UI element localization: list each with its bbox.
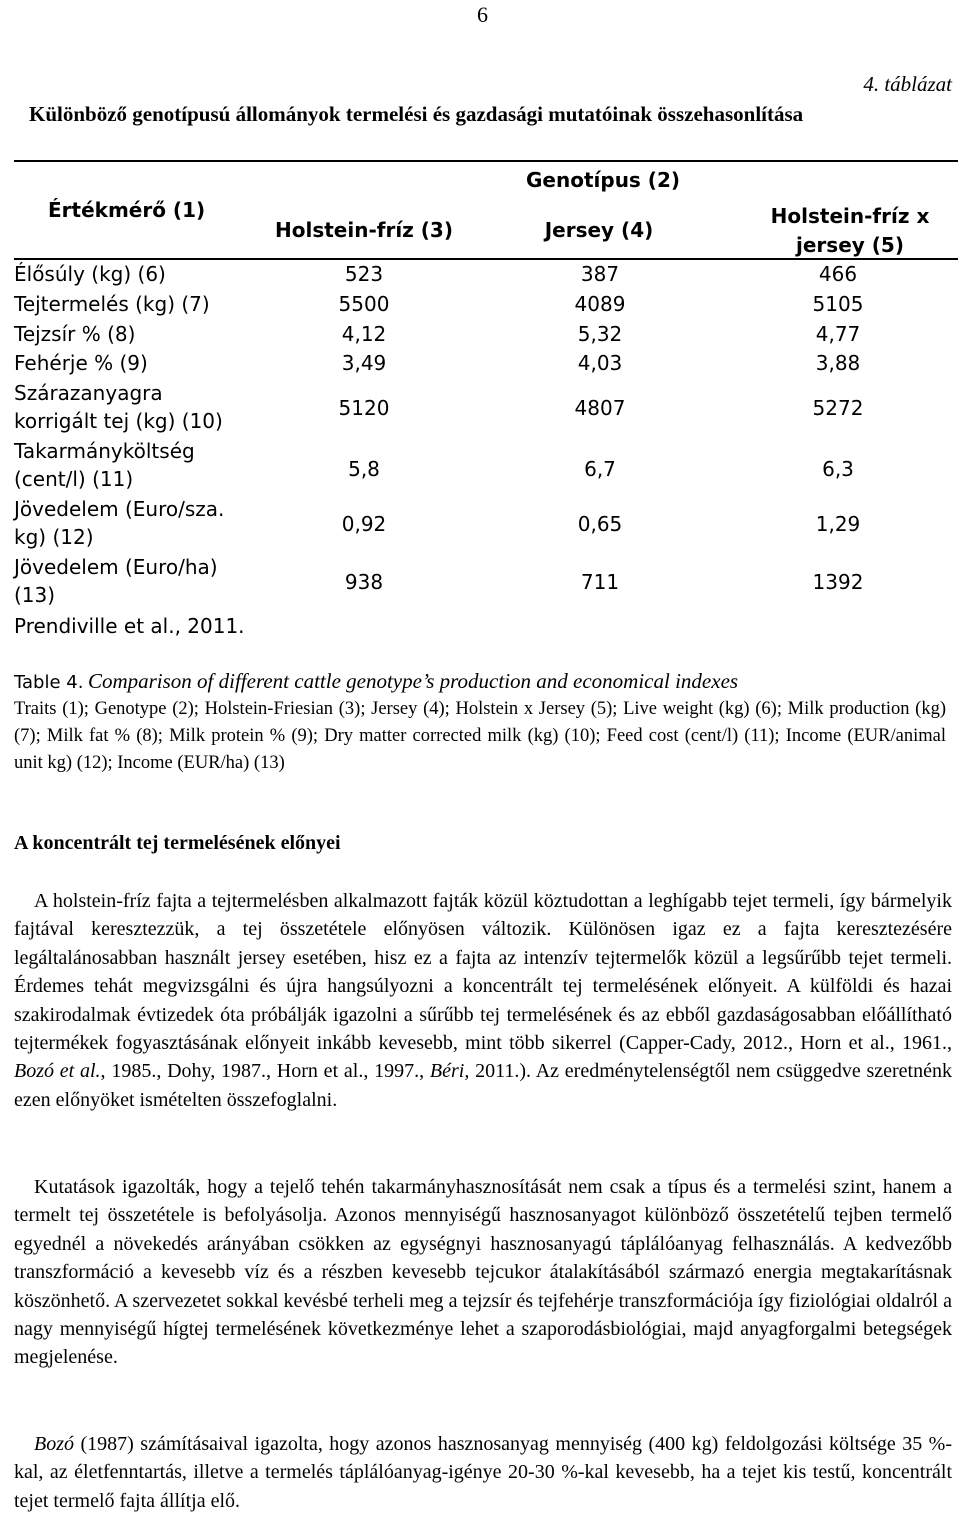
- cell-value: 5120: [338, 396, 390, 420]
- paragraph-text: A holstein-fríz fajta a tejtermelésben alkalmazott fajták közül köztudottan a leghígabb tejet termeli, így bármelyik fajtával keresztezzük, a tej összetétele előnyösen változik. Különösen igaz ez a fajta keresztezésére legáltalánosabban használt jersey esetében, hisz ez a fajta az intenzív tejtermelők közül a legsűrűbb tejet termeli. Érdemes tehát megvizsgálni és újra hangsúlyozni a koncentrált tej termelésének előnyeit. A külföldi és hazai szakirodalmak évtizedek óta próbálják igazolni a sűrűbb tej termelésének és az ebből gazdaságosabban előállítható tejtermékek fogyasztásának előnyeit inkább kevesebb, mint több sikerrel (Capper-Cady, 2012., Horn et al., 1961.,: [14, 890, 952, 1055]
- cell-value: 4,77: [815, 322, 861, 346]
- table-source: Prendiville et al., 2011.: [14, 614, 245, 638]
- row-label: Jövedelem (Euro/sza. kg) (12): [14, 497, 225, 549]
- cell-value: 387: [580, 262, 620, 286]
- table-row: [14, 553, 958, 611]
- genotype-header: Genotípus (2): [526, 168, 680, 192]
- caption-label: Table 4.: [14, 672, 84, 693]
- row-label: Szárazanyagra korrigált tej (kg) (10): [14, 381, 223, 433]
- body-paragraph: [14, 1430, 952, 1515]
- table-top-rule: [14, 160, 958, 162]
- page-number: 6: [477, 2, 488, 27]
- table-row: [14, 290, 958, 320]
- table-row: [14, 379, 958, 437]
- cell-value: 4089: [574, 292, 626, 316]
- table-row: [14, 260, 958, 290]
- citation-italic: Bozó: [34, 1433, 74, 1455]
- cell-value: 466: [818, 262, 858, 286]
- cell-value: 6,7: [584, 457, 616, 481]
- body-paragraph: [14, 887, 952, 1114]
- cell-value: 1392: [812, 570, 864, 594]
- caption-title: Comparison of different cattle genotype’s production and economical indexes: [87, 669, 739, 693]
- column-header-crossbred: Holstein-fríz x jersey (5): [770, 204, 930, 257]
- cell-value: 5105: [812, 292, 864, 316]
- row-label: Fehérje % (9): [14, 351, 148, 375]
- trait-header: Értékmérő (1): [48, 198, 206, 222]
- row-label: Jövedelem (Euro/ha) (13): [14, 555, 218, 607]
- cell-value: 3,49: [341, 351, 387, 375]
- cell-value: 3,88: [815, 351, 861, 375]
- cell-value: 1,29: [815, 512, 861, 536]
- cell-value: 5,8: [348, 457, 380, 481]
- cell-value: 4807: [574, 396, 626, 420]
- table-row: [14, 495, 958, 553]
- paragraph-text: , 1985., Dohy, 1987., Horn et al., 1997.,: [100, 1060, 430, 1083]
- row-label: Takarmányköltség (cent/l) (11): [14, 439, 195, 491]
- table-row: [14, 437, 958, 495]
- table-label: 4. táblázat: [863, 72, 952, 96]
- cell-value: 6,3: [822, 457, 854, 481]
- cell-value: 4,12: [341, 322, 387, 346]
- cell-value: 0,92: [341, 512, 387, 536]
- paragraph-text: 2011.). Az eredménytelenségtől nem csüggedve szeretnénk ezen előnyöket ismételten összefoglalni.: [14, 1060, 952, 1111]
- cell-value: 0,65: [577, 512, 623, 536]
- paragraph-text: (1987) számításaival igazolta, hogy azonos hasznosanyag mennyiség (400 kg) feldolgozási költsége 35 %-kal, az életfenntartás, illetve a termelés táplálóanyag-igénye 20-30 %-kal kevesebb, ha a tejet kis testű, koncentrált tejet termelő fajta állítja elő.: [14, 1433, 952, 1512]
- cell-value: 4,03: [577, 351, 623, 375]
- caption-body: Traits (1); Genotype (2); Holstein-Friesian (3); Jersey (4); Holstein x Jersey (5); Live weight (kg) (6); Milk production (kg) (7); Milk fat % (8); Milk protein % (9); Dry matter corrected milk (kg) (10); Feed cost (cent/l) (11); Income (EUR/animal unit kg) (12); Income (EUR/ha) (13): [14, 699, 946, 773]
- cell-value: 5500: [338, 292, 390, 316]
- row-label: Tejtermelés (kg) (7): [14, 292, 210, 316]
- citation-italic: Bozó et al.: [14, 1060, 101, 1083]
- table-row: [14, 320, 958, 350]
- table-title: Különböző genotípusú állományok termelési és gazdasági mutatóinak összehasonlítása: [29, 102, 804, 126]
- cell-value: 938: [344, 570, 384, 594]
- cell-value: 5,32: [577, 322, 623, 346]
- column-header-jersey: Jersey (4): [544, 218, 654, 242]
- row-label: Tejzsír % (8): [14, 322, 136, 346]
- section-heading: A koncentrált tej termelésének előnyei: [14, 832, 341, 854]
- body-paragraph: Kutatások igazolták, hogy a tejelő tehén takarmányhasznosítását nem csak a típus és a termelési szint, hanem a termelt tej összetétele is befolyásolja. Azonos mennyiségű hasznosanyagot különböző összetételű tejben termelő egyednél a növekedés arányában csökken az egységnyi hasznosanyagú táplálóanyag felhasználás. A kedvezőbb transzformáció a kevesebb víz és a részben kevesebb tejcukor átalakításából származó energia megtakarításnak köszönhető. A szervezetet sokkal kevésbé terheli meg a tejzsír és tejfehérje transzformációja így fiziológiai oldalról a nagy mennyiségű hígtej termelésének következménye lehet a szaporodásbiológiai, majd anyagforgalmi betegségek megjelenése.: [14, 1176, 952, 1369]
- cell-value: 5272: [812, 396, 864, 420]
- row-label: Élősúly (kg) (6): [14, 262, 166, 286]
- column-header-holstein: Holstein-fríz (3): [275, 218, 453, 242]
- table-row: [14, 349, 958, 379]
- cell-value: 711: [580, 570, 620, 594]
- table-caption: [14, 668, 946, 777]
- citation-italic: Béri,: [429, 1060, 470, 1083]
- cell-value: 523: [344, 262, 384, 286]
